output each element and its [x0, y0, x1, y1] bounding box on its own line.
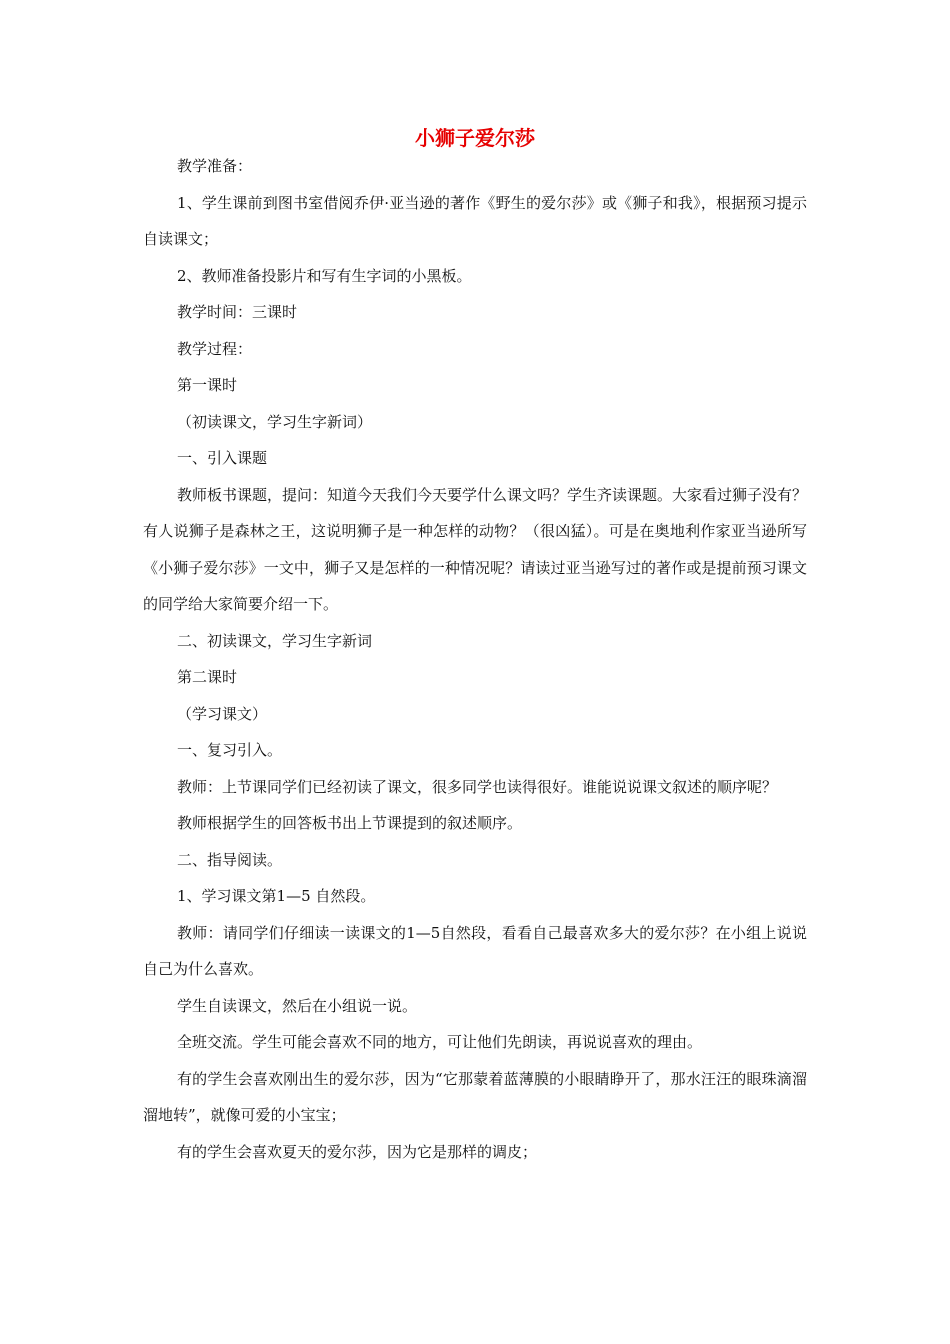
paragraph: 第一课时 [177, 376, 238, 394]
paragraph: 二、初读课文，学习生字新词 [177, 631, 373, 650]
paragraph: 教学准备： [177, 157, 253, 175]
paragraph: 有的学生会喜欢夏天的爱尔莎，因为它是那样的调皮； [177, 1142, 538, 1161]
document-title: 小狮子爱尔莎 [415, 126, 535, 150]
paragraph: 一、复习引入。 [177, 741, 283, 759]
paragraph: 教学过程： [177, 339, 253, 358]
paragraph: 全班交流。学生可能会喜欢不同的地方，可让他们先朗读，再说说喜欢的理由。 [177, 1033, 703, 1051]
paragraph: 二、指导阅读。 [177, 850, 283, 869]
paragraph: （初读课文，学习生字新词） [177, 412, 373, 431]
paragraph: 有的学生会喜欢刚出生的爱尔莎，因为“它那蒙着蓝薄膜的小眼睛睁开了，那水汪汪的眼珠滴溜溜地转”，就像可爱的小宝宝； [143, 1069, 807, 1124]
paragraph: 一、引入课题 [177, 449, 268, 467]
paragraph: 2、教师准备投影片和写有生字词的小黑板。 [177, 266, 472, 285]
paragraph: 1、学习课文第1—5 自然段。 [177, 887, 376, 905]
paragraph: 教学时间：三课时 [177, 303, 298, 321]
paragraph: 1、学生课前到图书室借阅乔伊·亚当逊的著作《野生的爱尔莎》或《狮子和我》，根据预习提示自读课文； [143, 193, 807, 248]
paragraph: 教师：上节课同学们已经初读了课文，很多同学也读得很好。谁能说说课文叙述的顺序呢？ [177, 777, 778, 796]
document-body [143, 148, 807, 1170]
paragraph: 教师：请同学们仔细读一读课文的1—5自然段，看看自己最喜欢多大的爱尔莎？在小组上说说自己为什么喜欢。 [143, 923, 807, 978]
paragraph: 学生自读课文，然后在小组说一说。 [177, 996, 418, 1015]
paragraph: （学习课文） [177, 704, 268, 723]
paragraph: 第二课时 [177, 668, 238, 686]
paragraph: 教师根据学生的回答板书出上节课提到的叙述顺序。 [177, 814, 523, 832]
paragraph: 教师板书课题，提问：知道今天我们今天要学什么课文吗？学生齐读课题。大家看过狮子没有？有人说狮子是森林之王，这说明狮子是一种怎样的动物？（很凶猛）。可是在奥地利作家亚当逊所写《小狮子爱尔莎》一文中，狮子又是怎样的一种情况呢？请读过亚当逊写过的著作或是提前预习课文的同学给大家简要介绍一下。 [143, 485, 808, 613]
